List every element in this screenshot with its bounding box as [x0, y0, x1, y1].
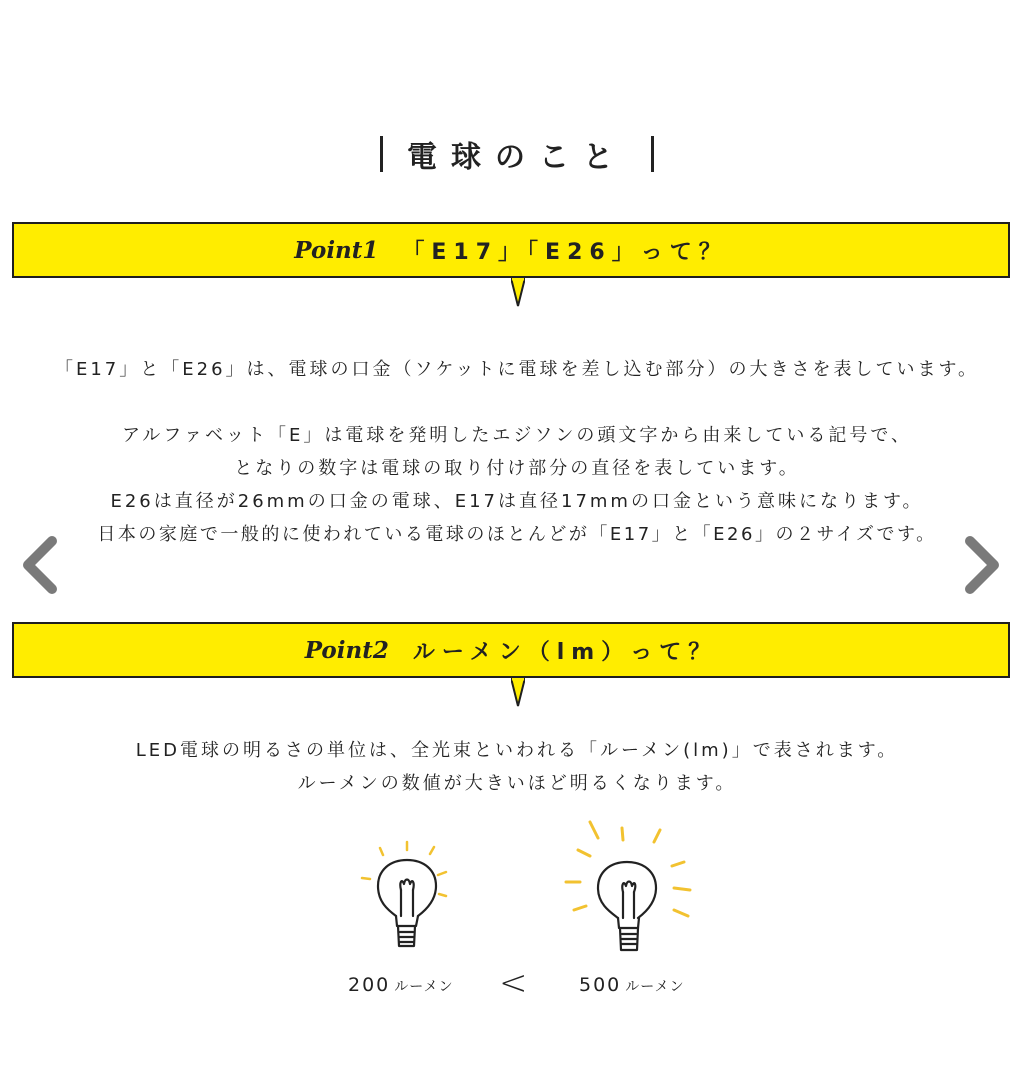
less-than-sign: <	[499, 963, 528, 1003]
point1-line: E26は直径が26mmの口金の電球、E17は直径17mmの口金という意味になります。	[110, 491, 924, 512]
point2-line: ルーメンの数値が大きいほど明るくなります。	[297, 773, 737, 794]
lumen-value: 500	[579, 974, 622, 996]
point1-number: Point1	[294, 236, 379, 264]
lumen-value: 200	[348, 974, 391, 996]
lumen-unit: ルーメン	[394, 979, 454, 995]
title-divider-left	[380, 136, 383, 172]
lumen-label-500	[579, 974, 685, 996]
lumen-label-200	[348, 974, 454, 996]
speech-tail-icon	[511, 278, 525, 308]
light-bulb-icon	[350, 838, 460, 960]
point1-header	[12, 222, 1010, 278]
point2-line: LED電球の明るさの単位は、全光束といわれる「ルーメン(lm)」で表されます。	[135, 740, 899, 761]
lumen-unit: ルーメン	[625, 979, 685, 995]
page-title-text: 電球のこと	[407, 140, 627, 175]
point2-body	[0, 734, 1034, 800]
point1-line	[0, 386, 1034, 419]
point2-question: ルーメン（lm）って？	[412, 639, 718, 665]
chevron-right-icon[interactable]	[960, 535, 1004, 595]
light-bulb-icon	[560, 818, 700, 964]
page-title	[0, 132, 1034, 176]
point1-line: アルファベット「E」は電球を発明したエジソンの頭文字から由来している記号で、	[122, 425, 912, 446]
point2-header	[12, 622, 1010, 678]
speech-tail-icon	[511, 678, 525, 708]
point2-number: Point2	[304, 636, 389, 664]
point1-question: 「E17」「E26」って？	[402, 239, 728, 265]
point1-line: 「E17」と「E26」は、電球の口金（ソケットに電球を差し込む部分）の大きさを表しています。	[54, 359, 980, 380]
chevron-left-icon[interactable]	[18, 535, 62, 595]
point1-body	[0, 353, 1034, 551]
point1-line: 日本の家庭で一般的に使われている電球のほとんどが「E17」と「E26」の２サイズです。	[97, 524, 937, 545]
point1-line: となりの数字は電球の取り付け部分の直径を表しています。	[234, 458, 800, 479]
title-divider-right	[651, 136, 654, 172]
